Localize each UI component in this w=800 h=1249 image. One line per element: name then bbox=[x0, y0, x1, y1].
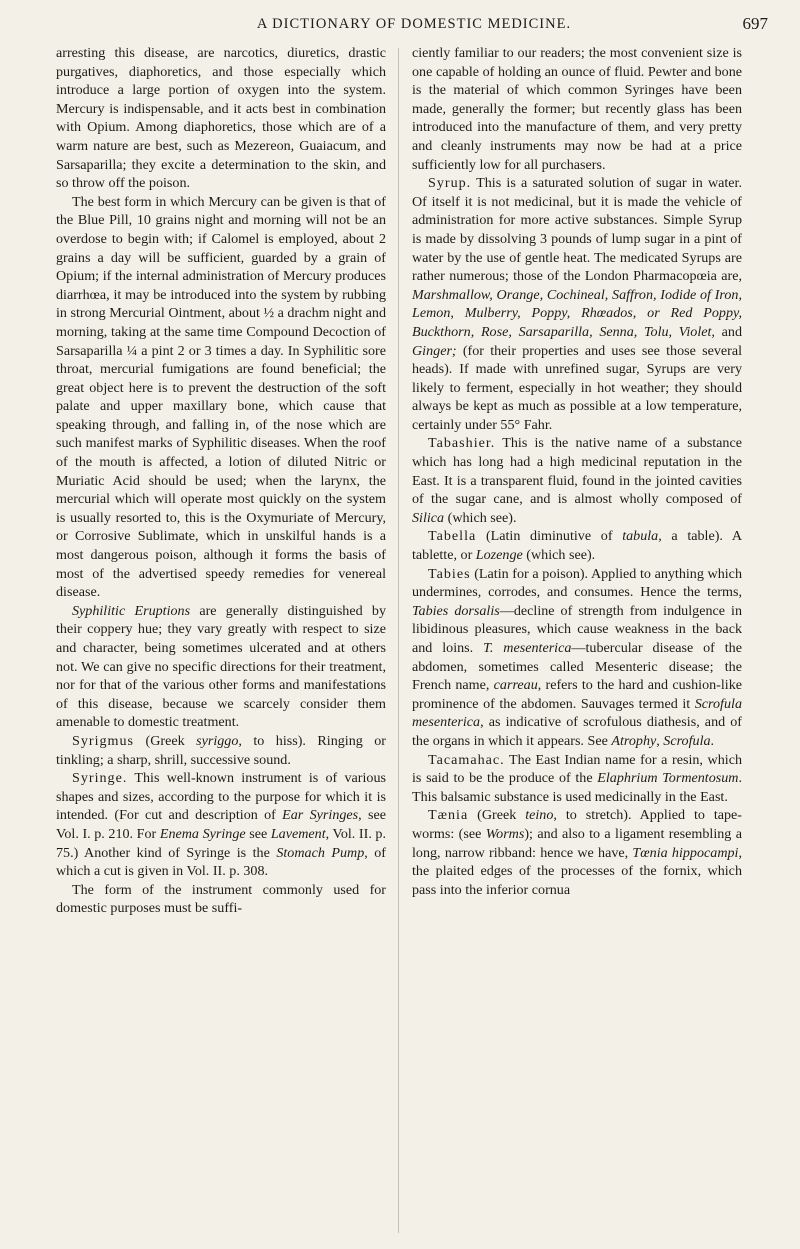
paragraph-syphilis-continued: arresting this disease, are narcotics, diuretics, drastic purgatives, diaphoretics, and those especially which introduce a large portion of oxygen into the system. Mercury is indispensable, and it acts best in combination with Opium. Among diaphoretics, those which are of a warm nature are best, such as Mezereon, Guaiacum, and Sarsaparilla; they excite a determination to the skin, and so throw off the poison. bbox=[56, 45, 386, 192]
left-column bbox=[56, 44, 386, 918]
entry-term: Syrigmus bbox=[72, 732, 135, 749]
right-column bbox=[412, 44, 742, 899]
entry-syringe: Syringe. This well-known instrument is of various shapes and sizes, according to the purpose for which it is intended. (For cut and description of Ear Syringes, see Vol. I. p. 210. For Enema Syringe see Lavement, Vol. II. p. 75.) Another kind of Syringe is the Stomach Pump, of which a cut is given in Vol. II. p. 308. bbox=[56, 770, 386, 880]
paragraph-mercury-treatment: The best form in which Mercury can be given is that of the Blue Pill, 10 grains night and morning will not be an overdose to begin with; if Calomel is employed, about 2 grains a day will be sufficient, guarded by a grain of Opium; if the internal administration of Mercury produces diarrhœa, it may be introduced into the system by rubbing in strong Mercurial Ointment, about ½ a drachm night and morning, taking at the same time Compound Decoction of Sarsaparilla ¼ a pint 2 or 3 times a day. In Syphilitic sore throat, mercurial fumigations are found beneficial; the great object here is to prevent the destruction of the soft palate and upper maxillary bone, which cause that speaking through, and falling in, of the nose which are such manifest marks of Syphilitic diseases. When the roof of the mouth is affected, a lotion of diluted Nitric or Muriatic Acid should be used; when the larynx, the mercurial which will operate most quickly on the system is usually resorted to, this is the Oxymuriate of Mercury, or Corrosive Sublimate, which in unskilful hands is a most dangerous poison, although it forms the basis of most of the advertised speedy remedies for venereal disease. bbox=[56, 193, 386, 601]
entry-term: Tænia bbox=[428, 807, 469, 824]
running-title: A DICTIONARY OF DOMESTIC MEDICINE. bbox=[256, 16, 572, 32]
entry-syrup: Syrup. This is a saturated solution of sugar in water. Of itself it is not medicinal, but it is made the vehicle of administration for more active substances. Simple Syrup is made by dissolving 3 pounds of lump sugar in a pint of water by the use of gentle heat. The medicated Syrups are rather numerous; those of the London Pharmacopœia are, Marshmallow, Orange, Cochineal, Saffron, Iodide of Iron, Lemon, Mulberry, Poppy, Rhœados, or Red Poppy, Buckthorn, Rose, Sarsaparilla, Senna, Tolu, Violet, and Ginger; (for their properties and uses see those several heads). If made with unrefined sugar, Syrups are very likely to ferment, especially in hot weather; they should always be kept as much as possible at a low temperature, certainly under 55° Fahr. bbox=[412, 175, 743, 433]
entry-syphilitic-eruptions: Syphilitic Eruptions are generally distinguished by their coppery hue; they vary greatly with respect to size and character, being sometimes ulcerated and at others not. We can give no specific directions for their treatment, nor for that of the various other forms and manifestations of this disease, because we scarcely consider them amenable to domestic treatment. bbox=[56, 602, 386, 731]
entry-term: Tacamahac. bbox=[428, 751, 505, 768]
paragraph-syringe-continued: ciently familiar to our readers; the most convenient size is one capable of holding an ounce of fluid. Pewter and bone is the material of which common Syringes have been made, generally the former; but recently glass has been introduced into the manufacture of them, and very pretty and cleanly instruments may now be had at a price sufficiently low for all purchasers. bbox=[412, 45, 742, 173]
entry-term: Syrup. bbox=[428, 175, 472, 192]
column-divider bbox=[398, 48, 399, 1233]
entry-tacamahac: Tacamahac. The East Indian name for a resin, which is said to be the produce of the Elaphrium Tormentosum. This balsamic substance is used medicinally in the East. bbox=[412, 751, 742, 805]
entry-term: Tabashier. bbox=[428, 435, 496, 452]
entry-term: Tabies bbox=[428, 565, 471, 582]
page-number: 697 bbox=[742, 14, 768, 33]
entry-tabashier: Tabashier. This is the native name of a substance which has long had a high medicinal reputation in the East. It is a transparent fluid, found in the jointed cavities of the sugar cane, and is almost wholly composed of Silica (which see). bbox=[412, 435, 742, 526]
entry-tabella: Tabella (Latin diminutive of tabula, a table). A tablette, or Lozenge (which see). bbox=[412, 528, 742, 564]
entry-taenia: Tænia (Greek teino, to stretch). Applied to tape-worms: (see Worms); and also to a ligament resembling a long, narrow ribband: hence we have, Tœnia hippocampi, the plaited edges of the processes of the fornix, which pass into the inferior cornua bbox=[412, 807, 742, 898]
entry-term: Syringe. bbox=[72, 770, 128, 787]
entry-term: Tabella bbox=[428, 528, 477, 545]
paragraph-syringe-form: The form of the instrument commonly used for domestic purposes must be suffi- bbox=[56, 881, 386, 917]
entry-term: Syphilitic Eruptions bbox=[72, 602, 191, 619]
entry-tabies: Tabies (Latin for a poison). Applied to anything which undermines, corrodes, and consumes. Hence the terms, Tabies dorsalis—decline of strength from indulgence in libidinous pleasures, which cause weakness in the back and loins. T. mesenterica—tubercular disease of the abdomen, sometimes called Mesenteric disease; the French name, carreau, refers to the hard and cushion-like prominence of the abdomen. Sauvages termed it Scrofula mesenterica, as indicative of scrofulous diathesis, and of the organs in which it appears. See Atrophy, Scrofula. bbox=[412, 565, 743, 749]
page-header bbox=[60, 14, 768, 40]
entry-syrigmus: Syrigmus (Greek syriggo, to hiss). Ringing or tinkling; a sharp, shrill, successive sound. bbox=[56, 732, 387, 768]
